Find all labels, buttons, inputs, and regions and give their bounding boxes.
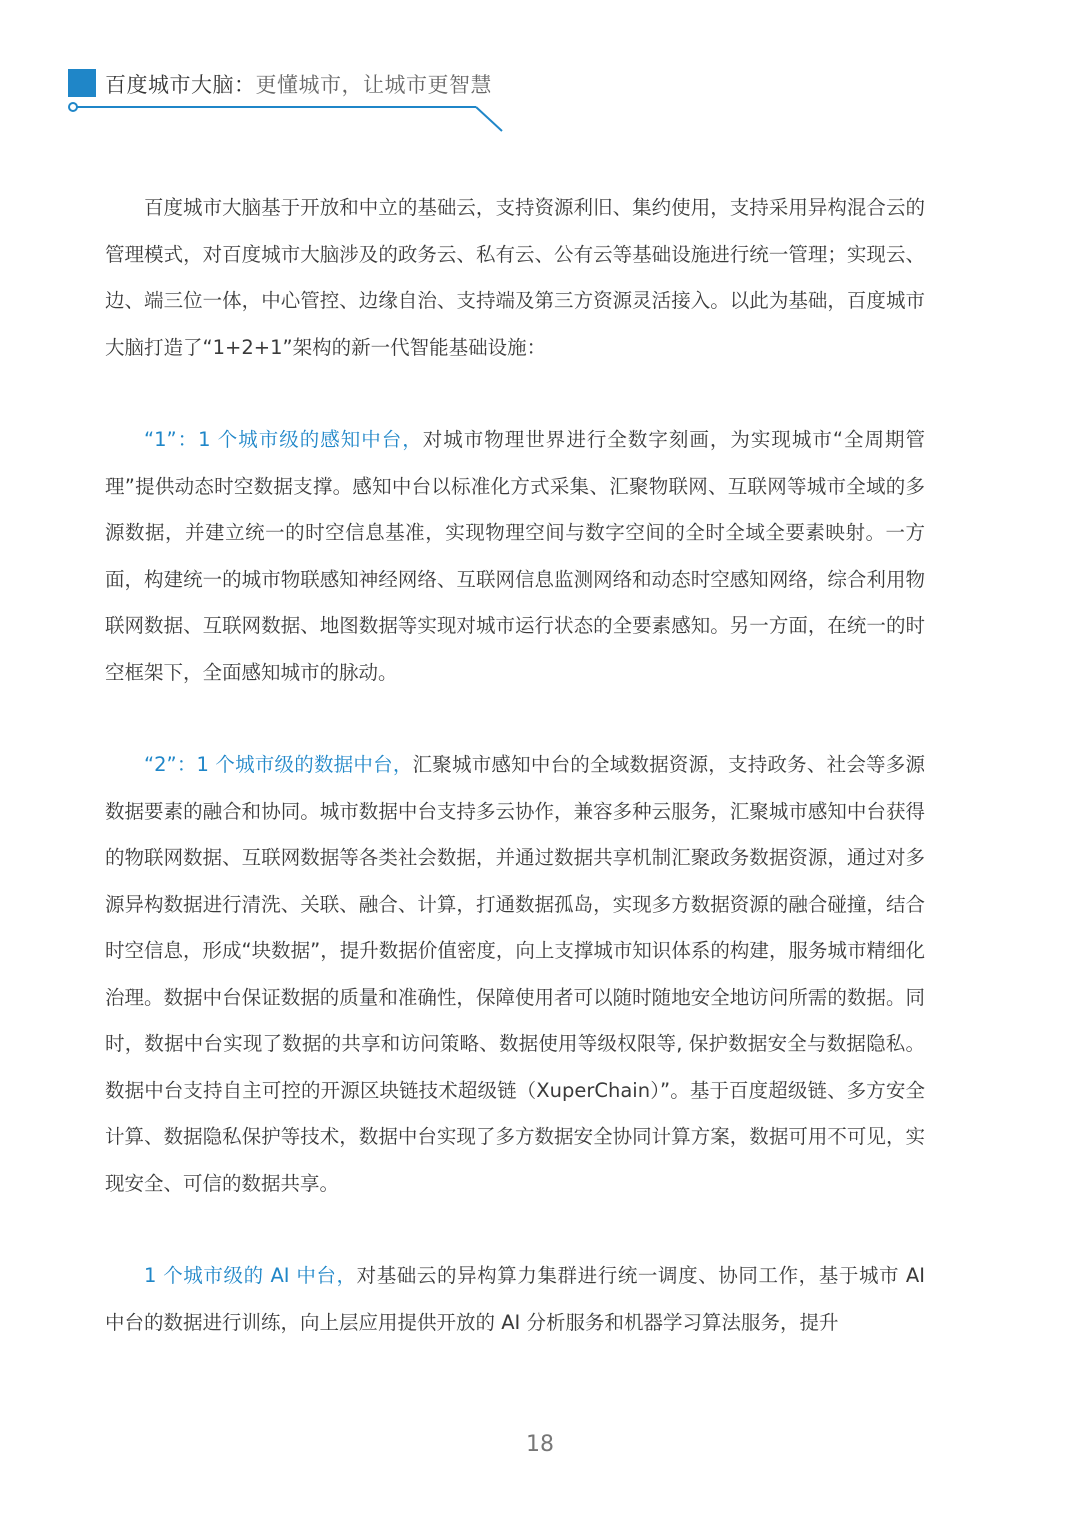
paragraph-highlight: “1”：1 个城市级的感知中台， bbox=[144, 428, 423, 451]
paragraph-perception-platform bbox=[105, 417, 925, 696]
header-decoration bbox=[0, 0, 520, 140]
header-title-subtitle: 更懂城市，让城市更智慧 bbox=[255, 73, 492, 97]
paragraph-text: 对城市物理世界进行全数字刻画，为实现城市“全周期管理”提供动态时空数据支撑。感知中台以标准化方式采集、汇聚物联网、互联网等城市全域的多源数据，并建立统一的时空信息基准，实现物理空间与数字空间的全时全域全要素映射。一方面，构建统一的城市物联感知神经网络、互联网信息监测网络和动态时空感知网络，综合利用物联网数据、互联网数据、地图数据等实现对城市运行状态的全要素感知。另一方面，在统一的时空框架下，全面感知城市的脉动。 bbox=[105, 428, 925, 684]
page-header bbox=[0, 0, 1080, 140]
paragraph-text: 汇聚城市感知中台的全域数据资源，支持政务、社会等多源数据要素的融合和协同。城市数据中台支持多云协作，兼容多种云服务，汇聚城市感知中台获得的物联网数据、互联网数据等各类社会数据，并通过数据共享机制汇聚政务数据资源，通过对多源异构数据进行清洗、关联、融合、计算，打通数据孤岛，实现多方数据资源的融合碰撞，结合时空信息，形成“块数据”，提升数据价值密度，向上支撑城市知识体系的构建，服务城市精细化治理。数据中台保证数据的质量和准确性，保障使用者可以随时随地安全地访问所需的数据。同时，数据中台实现了数据的共享和访问策略、数据使用等级权限等, 保护数据安全与数据隐私。数据中台支持自主可控的开源区块链技术超级链（XuperChain）”。基于百度超级链、多方安全计算、数据隐私保护等技术，数据中台实现了多方数据安全协同计算方案，数据可用不可见，实现安全、可信的数据共享。 bbox=[105, 753, 925, 1195]
page-number: 18 bbox=[526, 1432, 554, 1457]
paragraph-intro bbox=[105, 185, 925, 371]
header-title-main: 百度城市大脑 bbox=[105, 73, 234, 97]
paragraph-text: 对基础云的异构算力集群进行统一调度、协同工作，基于城市 AI 中台的数据进行训练，向上层应用提供开放的 AI 分析服务和机器学习算法服务，提升 bbox=[105, 1264, 926, 1334]
paragraph-data-platform bbox=[105, 742, 925, 1207]
body-text bbox=[105, 185, 925, 1346]
header-title bbox=[105, 72, 492, 98]
paragraph-highlight: 1 个城市级的 AI 中台， bbox=[144, 1264, 357, 1287]
paragraph-text: 百度城市大脑基于开放和中立的基础云，支持资源利旧、集约使用，支持采用异构混合云的管理模式，对百度城市大脑涉及的政务云、私有云、公有云等基础设施进行统一管理；实现云、边、端三位一体，中心管控、边缘自治、支持端及第三方资源灵活接入。以此为基础，百度城市大脑打造了“1+2+1”架构的新一代智能基础设施： bbox=[105, 196, 925, 359]
paragraph-ai-platform bbox=[105, 1253, 925, 1346]
paragraph-highlight: “2”：1 个城市级的数据中台， bbox=[144, 753, 413, 776]
header-title-separator: ： bbox=[234, 73, 256, 97]
